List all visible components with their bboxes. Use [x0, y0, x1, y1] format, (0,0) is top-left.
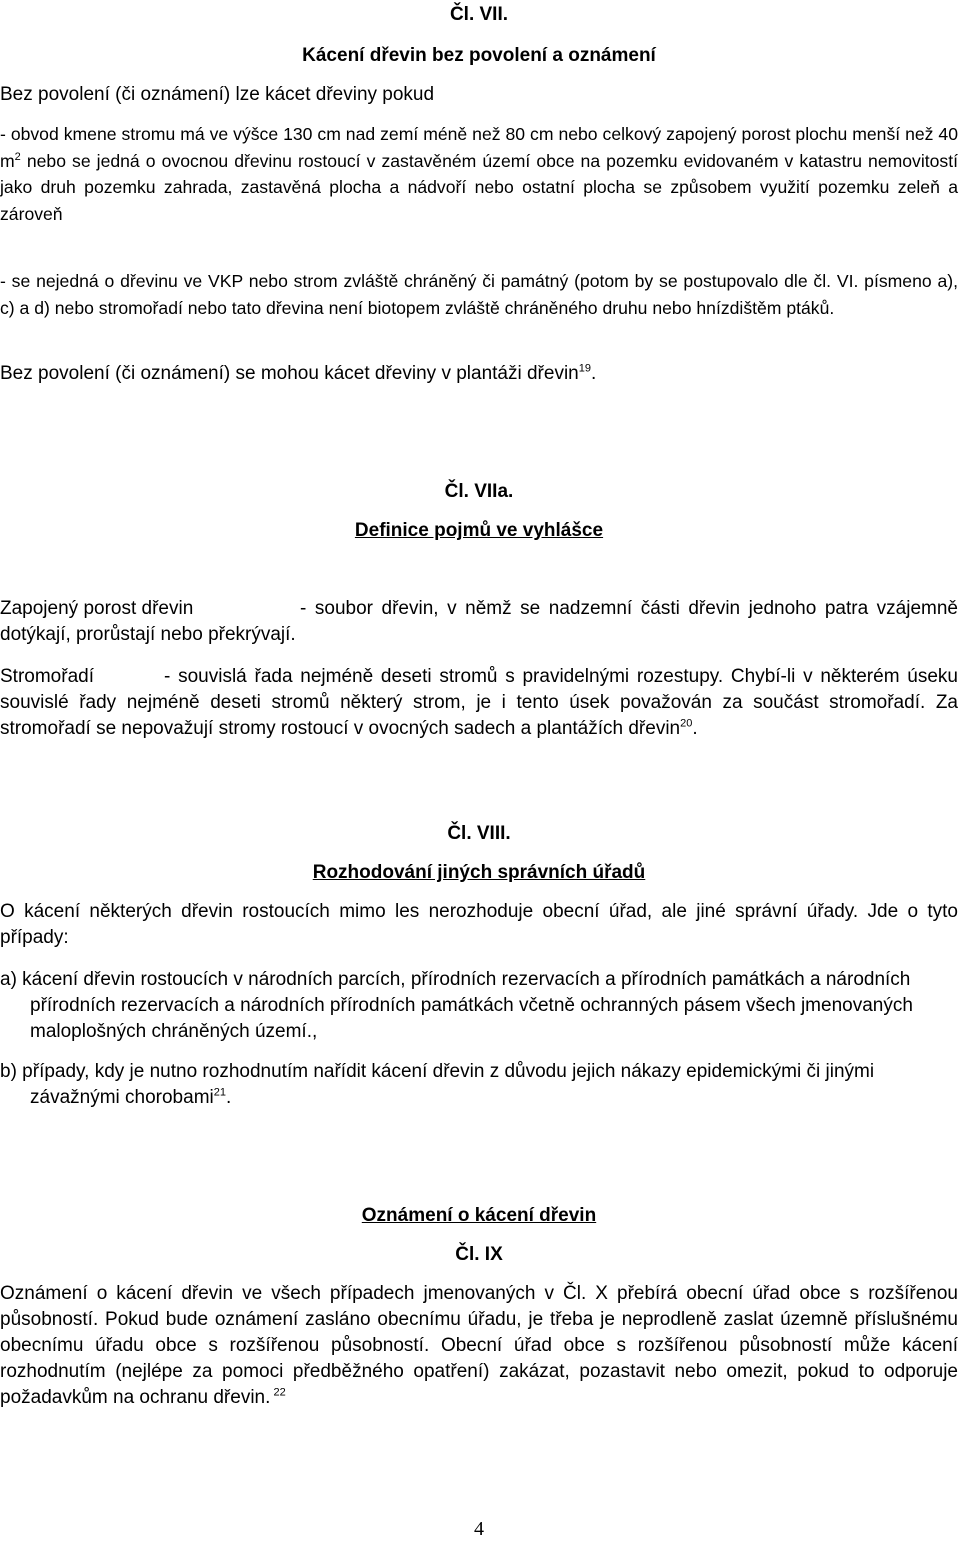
art7-heading: Čl. VII. [449, 4, 509, 25]
art7a-heading: Čl. VIIa. [444, 481, 514, 502]
art7-intro: Bez povolení (či oznámení) lze kácet dřeviny pokud [0, 84, 435, 105]
art7-condition-2: - se nejedná o dřevinu ve VKP nebo strom zvláště chráněný či památný (potom by se postupovalo dle čl. VI. písmeno a), c) a d) nebo stromořadí nebo tato dřevina není biotopem zvláště chráněného druhu nebo hnízdištěm ptáků. [0, 271, 958, 318]
art7-condition-1: - obvod kmene stromu má ve výšce 130 cm nad zemí méně než 80 cm nebo celkový zapojený porost plochu menší než 40 $m^2$ nebo se jedná o ovocnou dřevinu rostoucí v zastavěném území obce na pozemku evidovaném v katastru nemovitostí jako druh pozemku zahrada, zastavěná plocha a nádvoří nebo ostatní plocha se způsobem využití pozemku zeleň a zároveň [0, 124, 958, 224]
art7-plantaz: Bez povolení (či oznámení) se mohou kácet dřeviny v plantáži dřevin$^{19}$. [0, 362, 597, 384]
art9-text: Oznámení o kácení dřevin ve všech případech jmenovaných v Čl. X přebírá obecní úřad obce s rozšířenou působností. Pokud bude oznámení zasláno obecnímu úřadu, je třeba je neprodleně zaslat územně příslušnému obecnímu úřadu obce s rozšířenou působností. Obecní úřad obce s rozšířenou působností může kácení rozhodnutím (nejlépe za pomoci předběžného opatření) zakázat, pozastavit nebo omezit, pokud to odporuje požadavkům na ochranu dřevin. $^{22}$ [0, 1283, 958, 1408]
art8-heading: Čl. VIII. [447, 823, 511, 844]
definition-stromoradi: Stromořadí - souvislá řada nejméně deseti stromů s pravidelnými rozestupy. Chybí-li v některém úseku souvislé řady nejméně deseti stromů některý strom, je i tento úsek považován za součást stromořadí. Za stromořadí se nepovažují stromy rostoucí v ovocných sadech a plantážích dřevin$^{20}$. [0, 666, 958, 739]
art7a-title: Definice pojmů ve vyhlášce [354, 520, 604, 541]
page-number: 4 [474, 1518, 484, 1540]
art7-title: Kácení dřevin bez povolení a oznámení [302, 45, 656, 66]
art8-item-b: b) případy, kdy je nutno rozhodnutím nařídit kácení dřevin z důvodu jejich nákazy epidemickými či jinými závažnými chorobami$^{21}$. [0, 1061, 875, 1108]
art9-title: Oznámení o kácení dřevin [361, 1205, 597, 1226]
art8-item-a: a) kácení dřevin rostoucích v národních parcích, přírodních rezervacích a přírodních památkách a národních přírodních rezervacích a národních přírodních památkách včetně ochranných pásem všech jmenovaných maloplošných chráněných území., [0, 969, 913, 1042]
art9-heading: Čl. IX [455, 1244, 503, 1265]
art8-intro: O kácení některých dřevin rostoucích mimo les nerozhoduje obecní úřad, ale jiné správní úřady. Jde o tyto případy: [0, 901, 958, 948]
definition-zapojeny-porost: Zapojený porost dřevin - soubor dřevin, v němž se nadzemní části dřevin jednoho patra vzájemně dotýkají, prorůstají nebo překrývají. [0, 598, 958, 645]
art8-title: Rozhodování jiných správních úřadů [312, 862, 646, 883]
